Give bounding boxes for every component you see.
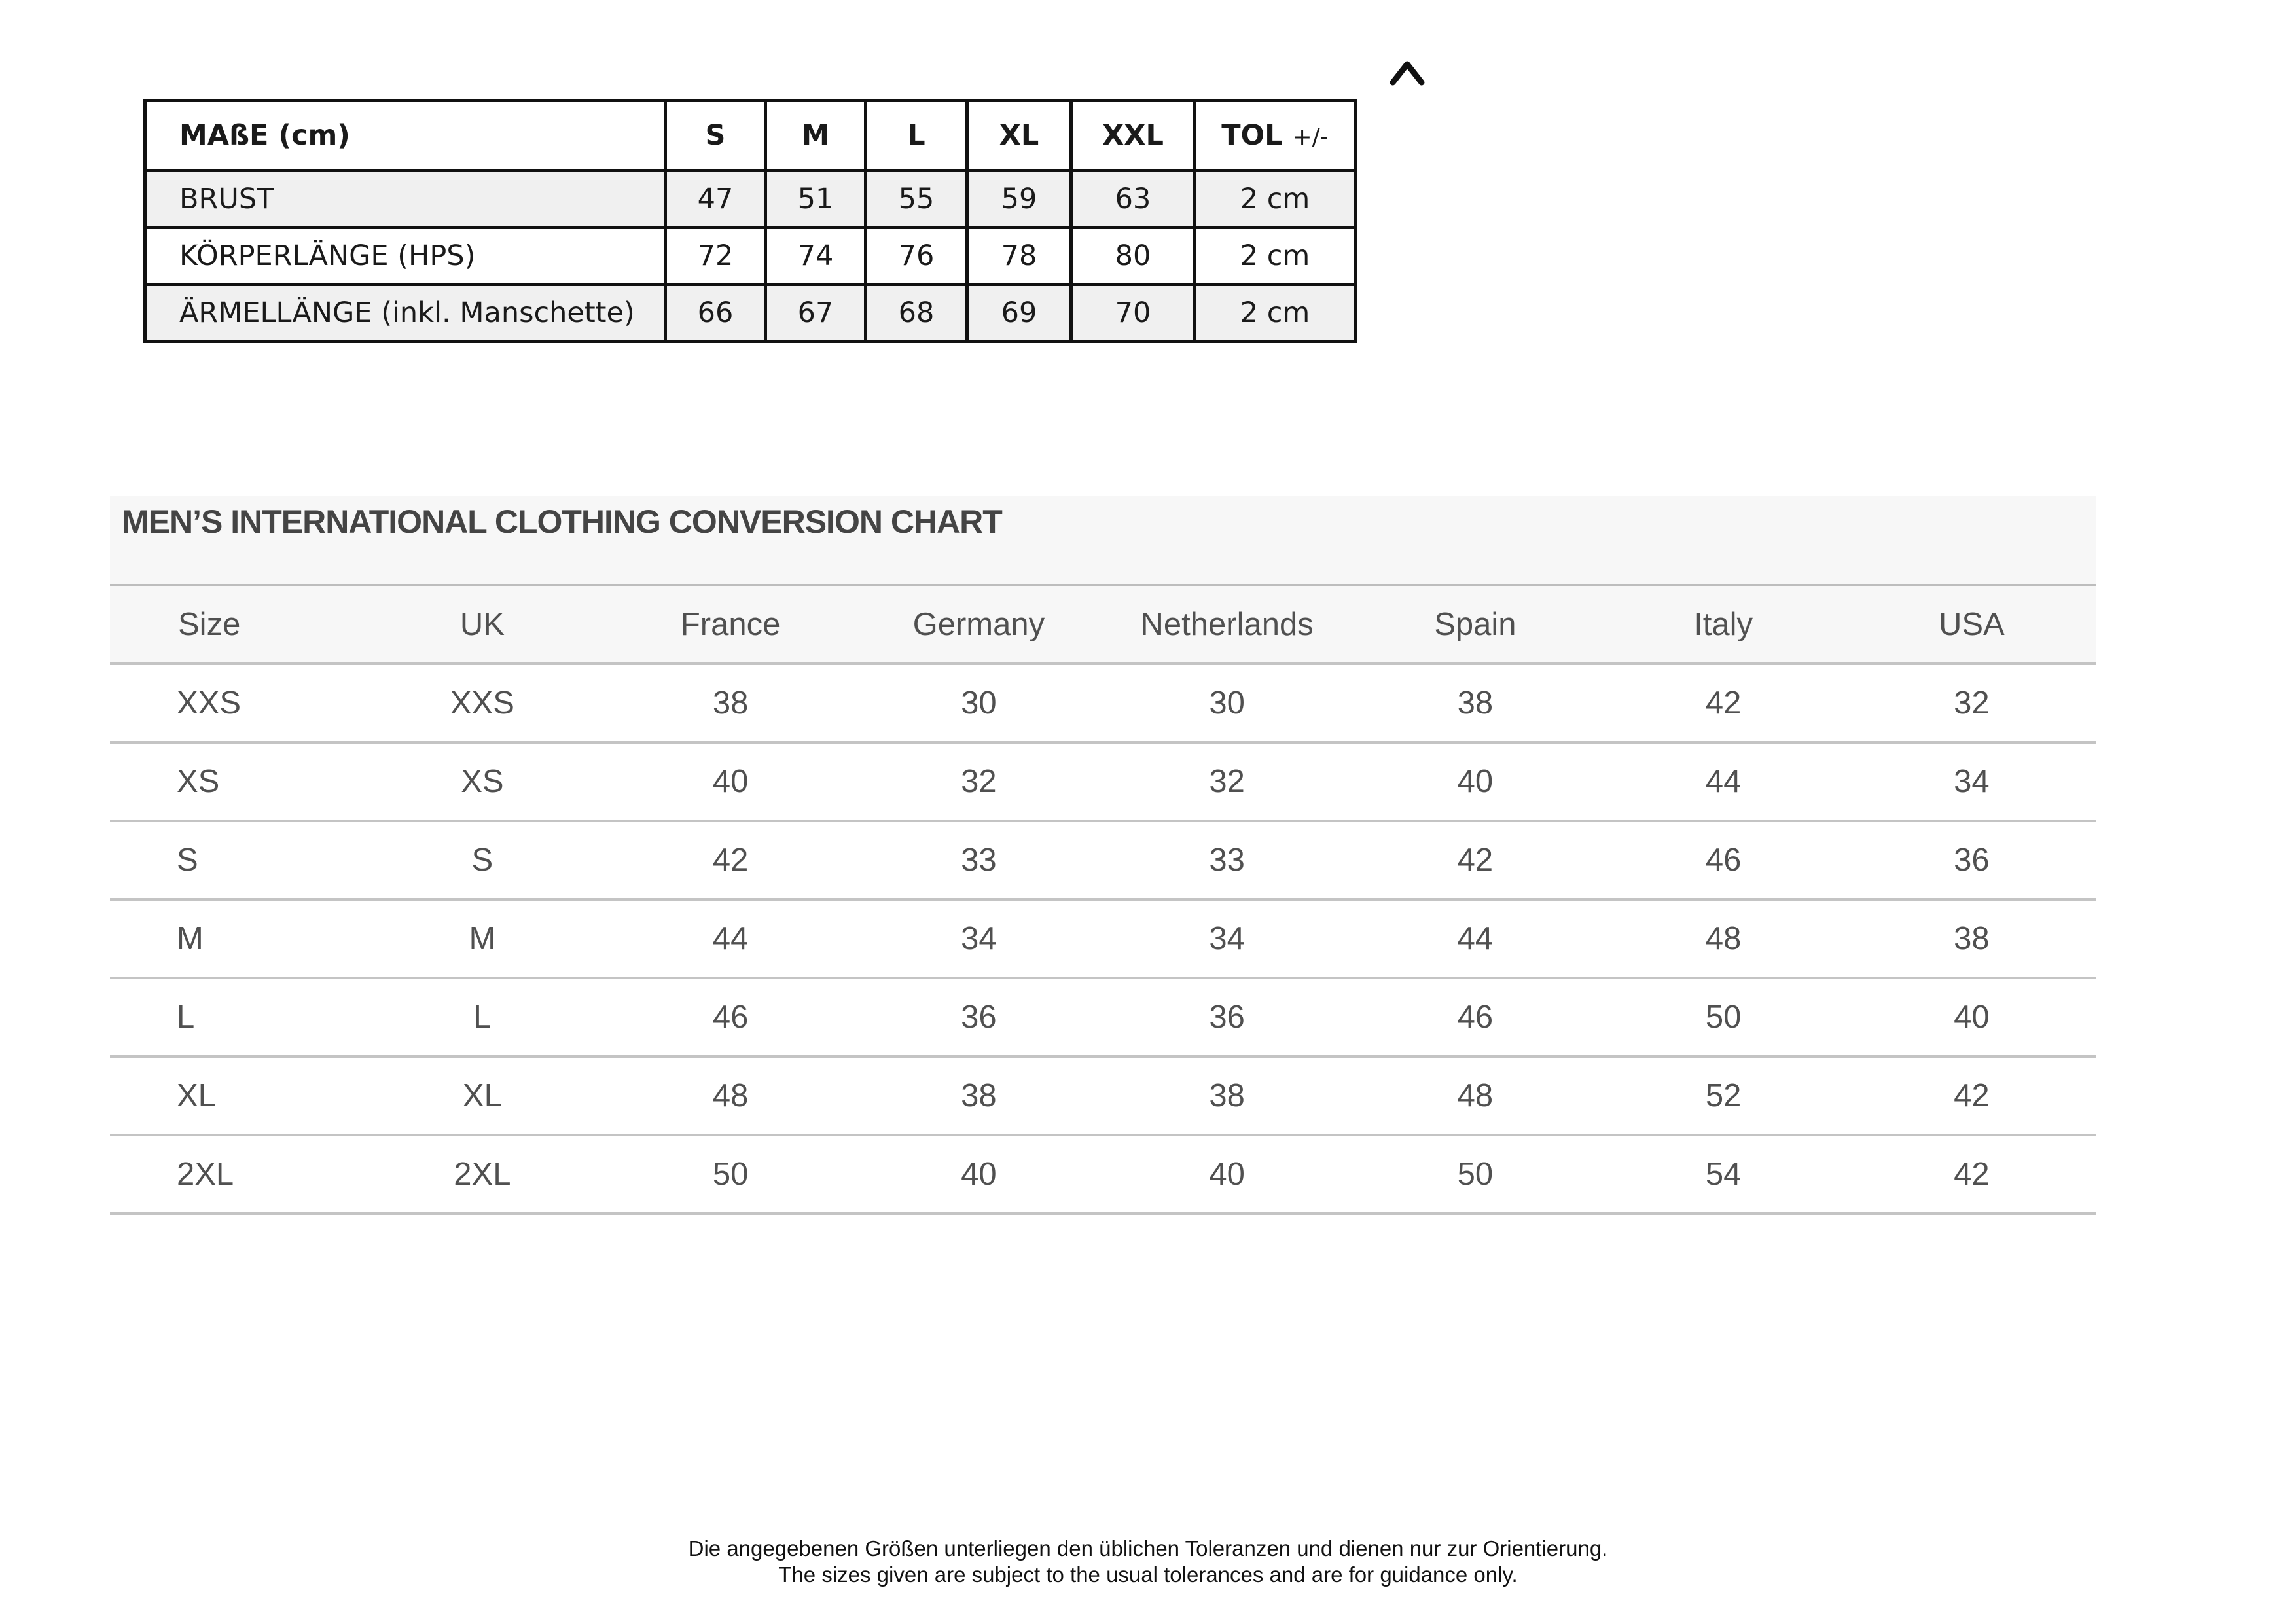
measurement-row-label: ÄRMELLÄNGE (inkl. Manschette) [145, 285, 666, 342]
footer-line-english: The sizes given are subject to the usual tolerances and are for guidance only. [778, 1562, 1518, 1587]
conversion-cell: 38 [1103, 1056, 1351, 1135]
conversion-cell: 48 [1351, 1056, 1599, 1135]
measurement-header-size: XL [967, 101, 1071, 171]
conversion-cell: 32 [855, 742, 1103, 821]
conversion-row [110, 978, 2096, 1056]
conversion-cell: 42 [1600, 664, 1848, 742]
conversion-row [110, 821, 2096, 899]
measurement-table [143, 99, 1357, 343]
conversion-header-cell: Spain [1351, 586, 1599, 664]
conversion-cell: 40 [1351, 742, 1599, 821]
conversion-header-cell: France [607, 586, 855, 664]
measurement-row-label: KÖRPERLÄNGE (HPS) [145, 228, 666, 285]
conversion-header-cell: Italy [1600, 586, 1848, 664]
measurement-row-label: BRUST [145, 171, 666, 228]
conversion-cell: 38 [607, 664, 855, 742]
conversion-cell: 38 [1351, 664, 1599, 742]
tolerance-label: TOL [1221, 119, 1283, 152]
conversion-cell: 34 [855, 899, 1103, 978]
conversion-cell: XL [110, 1056, 358, 1135]
measurement-header-unit: (cm) [278, 119, 350, 152]
conversion-cell: 2XL [110, 1135, 358, 1214]
conversion-cell: 46 [1600, 821, 1848, 899]
measurement-cell: 70 [1071, 285, 1195, 342]
conversion-cell: 42 [1848, 1135, 2096, 1214]
measurement-header-size: S [666, 101, 766, 171]
conversion-cell: 50 [607, 1135, 855, 1214]
conversion-cell: L [110, 978, 358, 1056]
conversion-cell: 33 [855, 821, 1103, 899]
conversion-cell: 32 [1848, 664, 2096, 742]
conversion-cell: 32 [1103, 742, 1351, 821]
measurement-cell: 51 [766, 171, 866, 228]
measurement-cell: 69 [967, 285, 1071, 342]
conversion-cell: 30 [855, 664, 1103, 742]
conversion-cell: 52 [1600, 1056, 1848, 1135]
measurement-row [145, 285, 1355, 342]
measurement-cell: 63 [1071, 171, 1195, 228]
conversion-row [110, 1056, 2096, 1135]
conversion-header-cell: Germany [855, 586, 1103, 664]
footer-disclaimer [0, 1536, 2296, 1588]
conversion-header-row [110, 586, 2096, 664]
measurement-cell: 67 [766, 285, 866, 342]
measurement-row [145, 228, 1355, 285]
conversion-cell: 38 [855, 1056, 1103, 1135]
conversion-chart-title: MEN’S INTERNATIONAL CLOTHING CONVERSION CHART [110, 496, 2096, 586]
conversion-cell: 36 [1848, 821, 2096, 899]
conversion-row [110, 664, 2096, 742]
conversion-cell: 33 [1103, 821, 1351, 899]
conversion-row [110, 742, 2096, 821]
measurement-cell: 80 [1071, 228, 1195, 285]
caret-up-icon [1389, 58, 1426, 86]
measurement-header-label [145, 101, 666, 171]
conversion-cell: 46 [1351, 978, 1599, 1056]
conversion-cell: 34 [1848, 742, 2096, 821]
conversion-header-cell: Size [110, 586, 358, 664]
conversion-row [110, 899, 2096, 978]
measurement-header-label-bold: MAßE [179, 119, 269, 152]
measurement-row [145, 171, 1355, 228]
conversion-cell: 34 [1103, 899, 1351, 978]
conversion-cell: S [110, 821, 358, 899]
measurement-cell: 74 [766, 228, 866, 285]
conversion-header-cell: UK [358, 586, 606, 664]
conversion-row [110, 1135, 2096, 1214]
conversion-header-cell: USA [1848, 586, 2096, 664]
measurement-cell: 66 [666, 285, 766, 342]
conversion-cell: 44 [607, 899, 855, 978]
conversion-cell: XS [358, 742, 606, 821]
conversion-cell: 40 [1848, 978, 2096, 1056]
conversion-cell: 44 [1351, 899, 1599, 978]
measurement-cell: 76 [866, 228, 967, 285]
measurement-tolerance-cell: 2 cm [1195, 171, 1355, 228]
conversion-cell: XXS [110, 664, 358, 742]
measurement-header-tolerance [1195, 101, 1355, 171]
conversion-cell: 54 [1600, 1135, 1848, 1214]
measurement-header-size: M [766, 101, 866, 171]
conversion-cell: S [358, 821, 606, 899]
measurement-cell: 55 [866, 171, 967, 228]
conversion-cell: 36 [855, 978, 1103, 1056]
conversion-cell: 40 [855, 1135, 1103, 1214]
footer-line-german: Die angegebenen Größen unterliegen den üblichen Toleranzen und dienen nur zur Orientierung. [688, 1536, 1608, 1561]
tolerance-suffix: +/- [1292, 124, 1329, 151]
conversion-cell: XL [358, 1056, 606, 1135]
conversion-cell: XS [110, 742, 358, 821]
conversion-cell: 36 [1103, 978, 1351, 1056]
measurement-cell: 59 [967, 171, 1071, 228]
conversion-cell: M [358, 899, 606, 978]
conversion-cell: 30 [1103, 664, 1351, 742]
conversion-cell: 50 [1351, 1135, 1599, 1214]
conversion-cell: 46 [607, 978, 855, 1056]
conversion-cell: 40 [1103, 1135, 1351, 1214]
conversion-header-cell: Netherlands [1103, 586, 1351, 664]
measurement-tolerance-cell: 2 cm [1195, 228, 1355, 285]
conversion-cell: 44 [1600, 742, 1848, 821]
conversion-cell: M [110, 899, 358, 978]
conversion-cell: 48 [607, 1056, 855, 1135]
measurement-header-row [145, 101, 1355, 171]
conversion-cell: L [358, 978, 606, 1056]
measurement-header-size: L [866, 101, 967, 171]
conversion-cell: 42 [1351, 821, 1599, 899]
measurement-header-size: XXL [1071, 101, 1195, 171]
measurement-cell: 68 [866, 285, 967, 342]
measurement-cell: 72 [666, 228, 766, 285]
conversion-cell: 48 [1600, 899, 1848, 978]
conversion-chart [110, 496, 2096, 1215]
conversion-cell: 40 [607, 742, 855, 821]
conversion-cell: 38 [1848, 899, 2096, 978]
conversion-cell: XXS [358, 664, 606, 742]
conversion-cell: 50 [1600, 978, 1848, 1056]
conversion-table [110, 586, 2096, 1215]
measurement-cell: 78 [967, 228, 1071, 285]
conversion-cell: 2XL [358, 1135, 606, 1214]
measurement-tolerance-cell: 2 cm [1195, 285, 1355, 342]
measurement-cell: 47 [666, 171, 766, 228]
conversion-cell: 42 [607, 821, 855, 899]
conversion-cell: 42 [1848, 1056, 2096, 1135]
